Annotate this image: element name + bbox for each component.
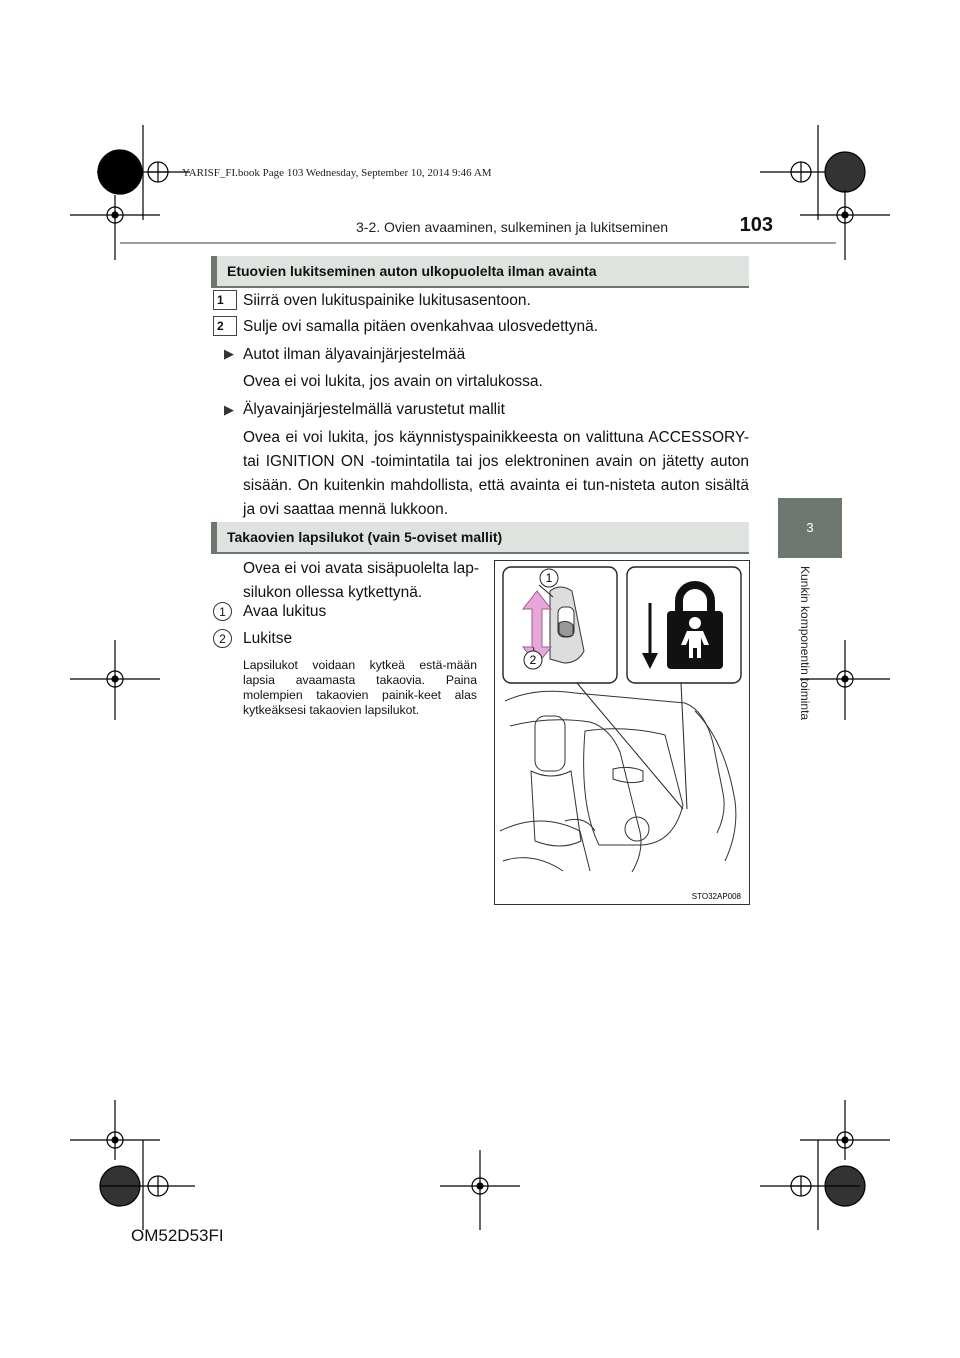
section-rule (211, 552, 749, 554)
header-rule (120, 242, 836, 244)
item-number-2: 2 (213, 629, 232, 648)
chapter-tab: 3 (778, 498, 842, 558)
case-text-1: Ovea ei voi lukita, jos avain on virtalukossa. (243, 373, 543, 390)
case-heading-1: Autot ilman älyavainjärjestelmää (243, 346, 466, 363)
item-number-1: 1 (213, 602, 232, 621)
illustration-drawing (495, 561, 749, 904)
case-heading-2: Älyavainjärjestelmällä varustetut mallit (243, 401, 505, 418)
intro-line-2: silukon ollessa kytkettynä. (243, 584, 423, 601)
book-info-line: YARISF_FI.book Page 103 Wednesday, September 10, 2014 9:46 AM (182, 167, 492, 179)
callout-1: 1 (545, 571, 553, 585)
chapter-side-title-text: Kunkin komponentin toiminta (798, 566, 812, 721)
footer-code: OM52D53FI (131, 1226, 224, 1245)
step-text-2: Sulje ovi samalla pitäen ovenkahvaa ulosvedettynä. (243, 318, 599, 335)
triangle-bullet-icon: ▶ (224, 402, 234, 417)
item-text-unlock: Avaa lukitus (243, 603, 327, 620)
running-head: 3-2. Ovien avaaminen, sulkeminen ja lukitseminen (356, 219, 669, 235)
child-lock-illustration (494, 560, 750, 905)
triangle-bullet-icon: ▶ (224, 346, 234, 361)
step-number-2: 2 (213, 316, 237, 336)
item-text-lock: Lukitse (243, 630, 293, 647)
section-heading-child-locks: Takaovien lapsilukot (vain 5-oviset mallit) (211, 522, 749, 552)
intro-line-1: Ovea ei voi avata sisäpuolelta lap- (243, 560, 480, 577)
note-text: Lapsilukot voidaan kytkeä estä-mään lapsia avaamasta takaovia. Paina molempien takaovien painik-keet alas kytkeäksesi takaovien lapsilukot. (243, 658, 477, 717)
case-text-2: Ovea ei voi lukita, jos käynnistyspainikkeesta on valittuna ACCESSORY- tai IGNITION ON -toimintatila tai jos elektroninen avain on jätetty auton sisään. On kuitenkin mahdollista, että avainta ei tun-nisteta auton sisältä ja ovi saattaa mennä lukkoon. (243, 429, 749, 518)
step-text-1: Siirrä oven lukituspainike lukitusasentoon. (243, 292, 531, 309)
chapter-side-title (794, 566, 814, 836)
callout-2: 2 (529, 653, 537, 667)
section-heading-front-doors: Etuovien lukitseminen auton ulkopuolelta ilman avainta (211, 256, 749, 286)
figure-code: STO32AP008 (691, 892, 741, 901)
page-number: 103 (739, 214, 773, 236)
step-number-1: 1 (213, 290, 237, 310)
